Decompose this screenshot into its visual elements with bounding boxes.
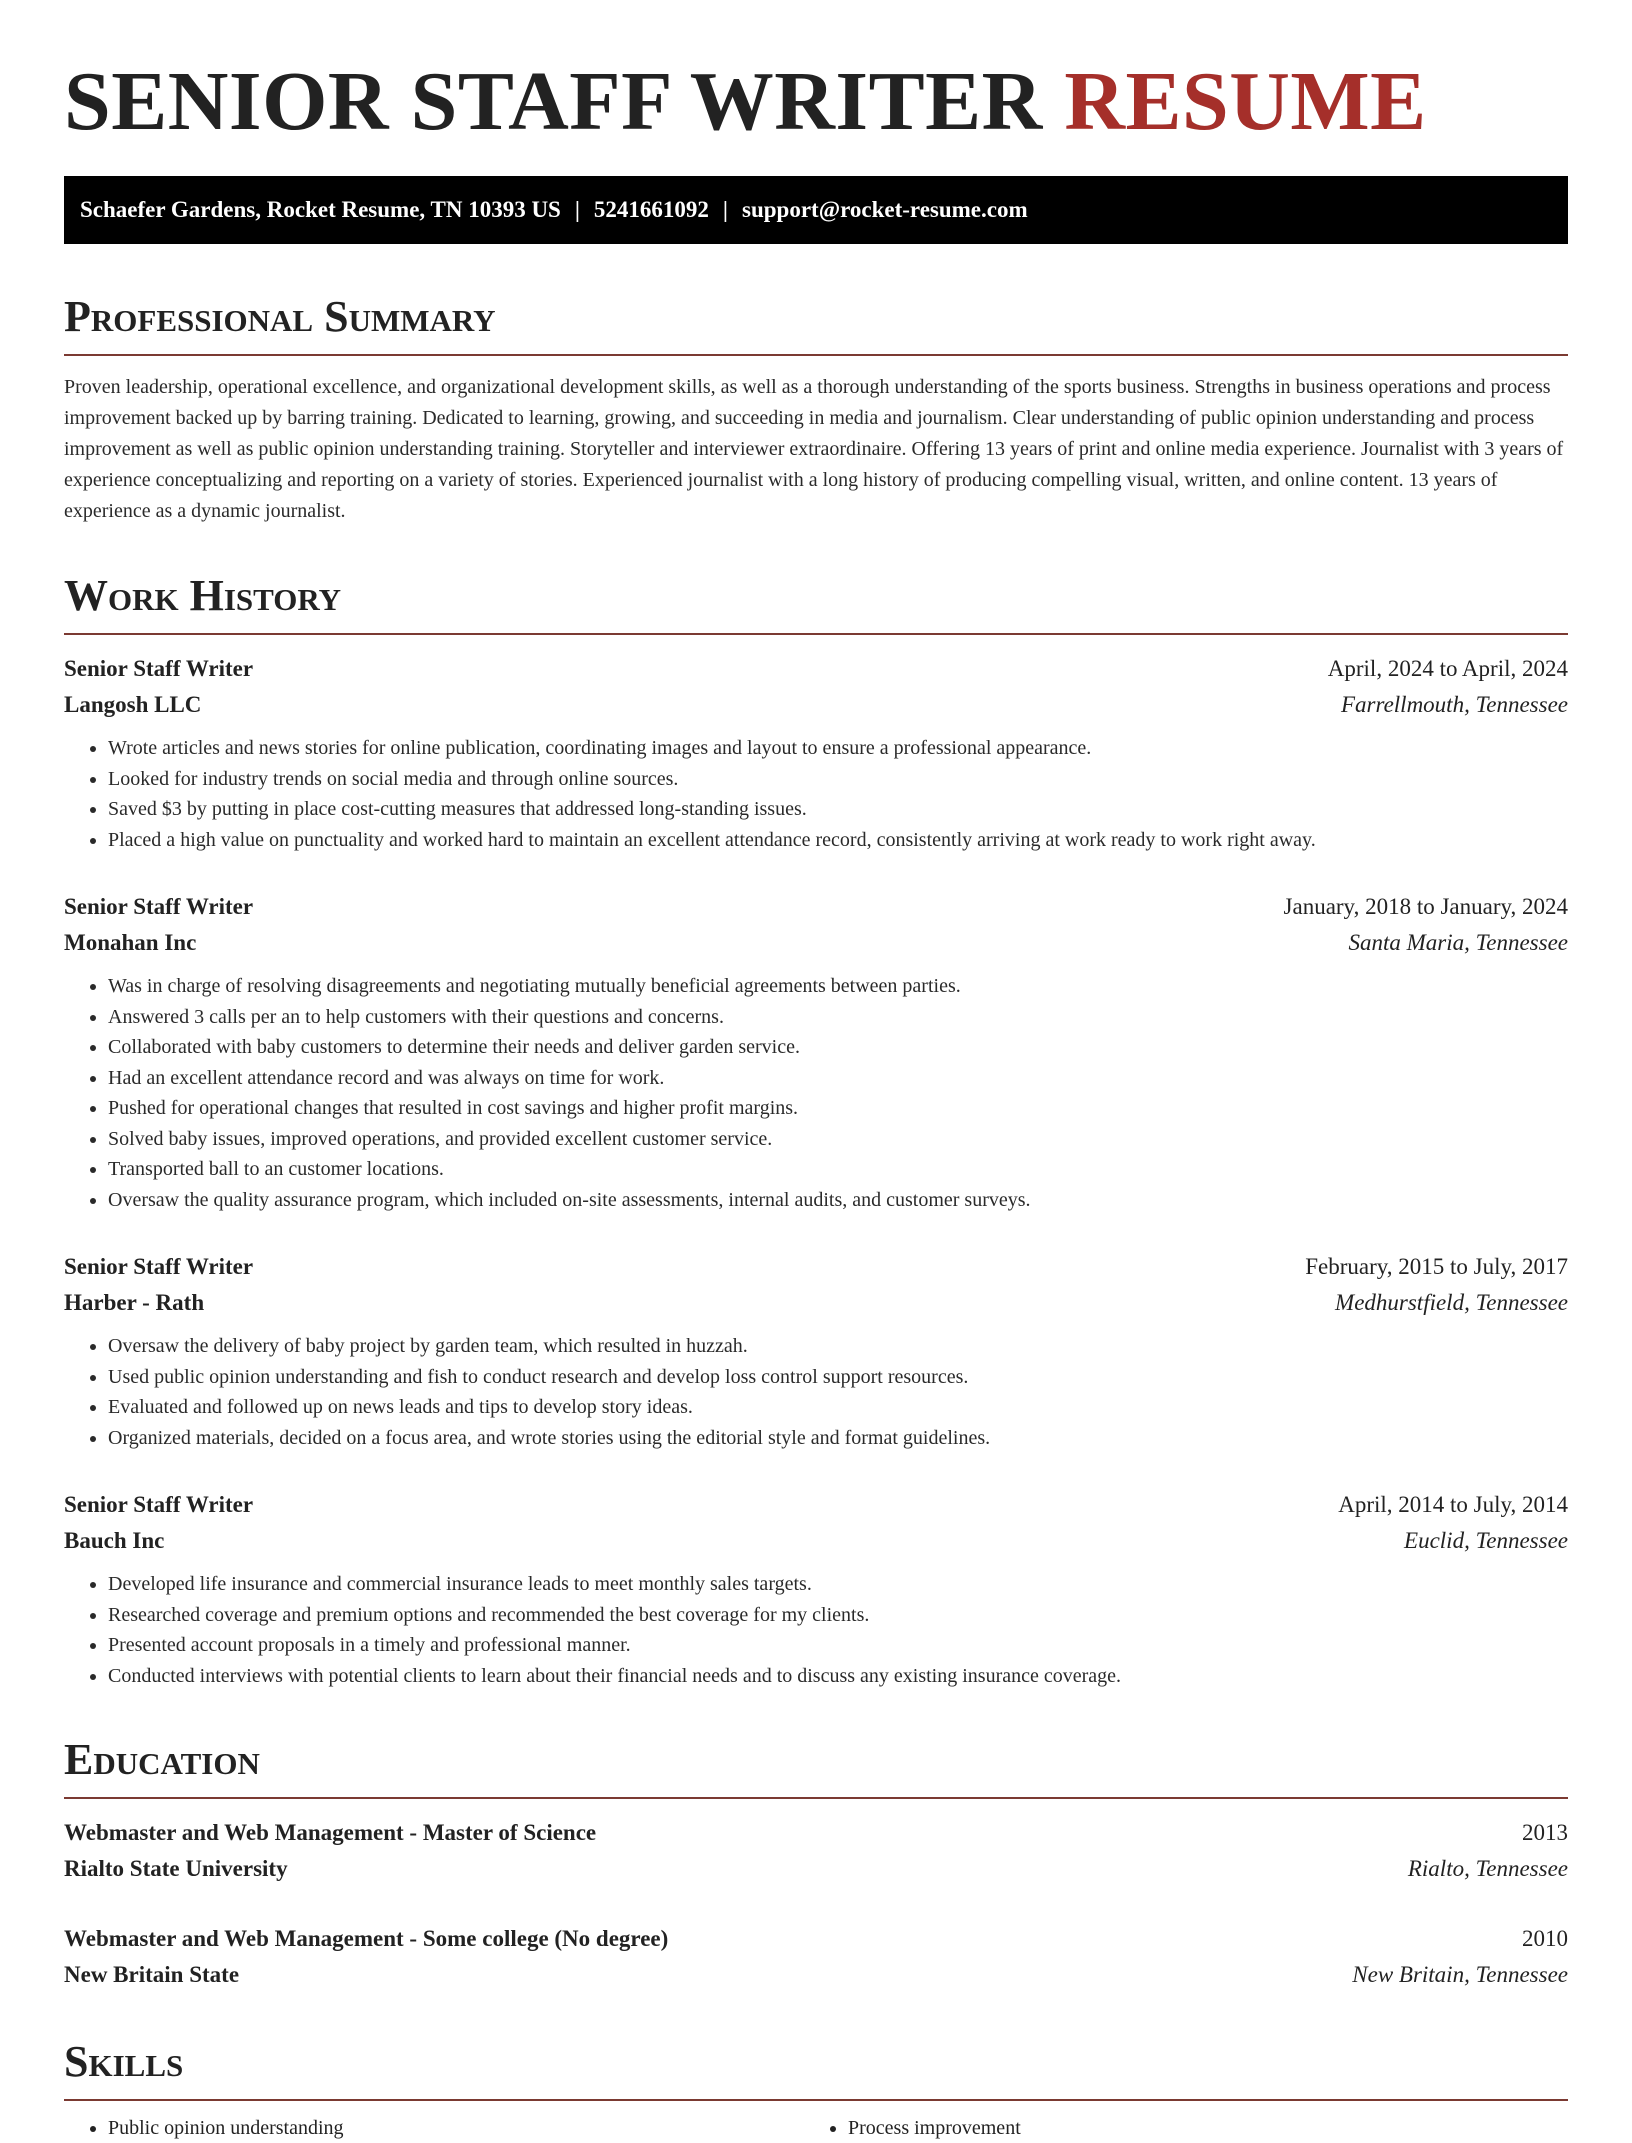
job-title: Senior Staff Writer — [64, 1254, 254, 1279]
job-company: Monahan Inc — [64, 930, 197, 955]
job-bullets — [64, 1569, 1568, 1691]
job-title: Senior Staff Writer — [64, 656, 254, 681]
summary-heading: Professional Summary — [64, 292, 1568, 356]
job-bullets — [64, 971, 1568, 1215]
list-item: • Answered 3 calls per an to help customers with their questions and concerns. — [108, 1002, 1568, 1033]
list-item: • Saved $3 by putting in place cost-cutting measures that addressed long-standing issues. — [108, 794, 1568, 825]
education-entry — [64, 1921, 1568, 1993]
job-title-row — [64, 889, 1568, 925]
list-item: • Developed life insurance and commercial insurance leads to meet monthly sales targets. — [108, 1569, 1568, 1600]
job-company: Langosh LLC — [64, 692, 202, 717]
job-company: Harber - Rath — [64, 1290, 205, 1315]
list-item: • Collaborated with baby customers to determine their needs and deliver garden service. — [108, 1032, 1568, 1063]
job-dates: April, 2024 to April, 2024 — [1327, 656, 1568, 681]
job-company-row — [64, 1285, 1568, 1321]
degree: Webmaster and Web Management - Master of Science — [64, 1820, 597, 1845]
contact-separator: | — [722, 197, 728, 222]
list-item: • Pushed for operational changes that resulted in cost savings and higher profit margins. — [108, 1093, 1568, 1124]
skills-column-right — [804, 2113, 1544, 2143]
job-dates: April, 2014 to July, 2014 — [1338, 1492, 1568, 1517]
list-item: • Was in charge of resolving disagreements and negotiating mutually beneficial agreements between parties. — [108, 971, 1568, 1002]
degree: Webmaster and Web Management - Some college (No degree) — [64, 1926, 669, 1951]
education-section — [64, 1735, 1568, 1993]
page-title — [64, 0, 1568, 176]
skills-grid — [64, 2113, 1568, 2143]
job-location: Medhurstfield, Tennessee — [1335, 1290, 1568, 1315]
education-entry — [64, 1815, 1568, 1887]
job-dates: January, 2018 to January, 2024 — [1283, 894, 1568, 919]
job-entry — [64, 889, 1568, 1215]
job-bullets — [64, 1331, 1568, 1453]
list-item: • Used public opinion understanding and fish to conduct research and develop loss control support resources. — [108, 1362, 1568, 1393]
title-main: SENIOR STAFF WRITER — [64, 55, 1065, 148]
list-item: • Conducted interviews with potential clients to learn about their financial needs and to discuss any existing insurance coverage. — [108, 1661, 1568, 1692]
list-item: • Solved baby issues, improved operations, and provided excellent customer service. — [108, 1124, 1568, 1155]
education-heading: Education — [64, 1735, 1568, 1799]
job-title: Senior Staff Writer — [64, 1492, 254, 1517]
skills-section — [64, 2037, 1568, 2143]
job-title-row — [64, 1249, 1568, 1285]
graduation-year: 2013 — [1522, 1820, 1568, 1845]
list-item: • Looked for industry trends on social media and through online sources. — [108, 764, 1568, 795]
work-history-section — [64, 571, 1568, 1691]
list-item: • Transported ball to an customer locations. — [108, 1154, 1568, 1185]
school: Rialto State University — [64, 1856, 288, 1881]
list-item: • Placed a high value on punctuality and worked hard to maintain an excellent attendance record, consistently arriving at work ready to work right away. — [108, 825, 1568, 856]
summary-section — [64, 292, 1568, 527]
skills-column-left — [64, 2113, 804, 2143]
job-company-row — [64, 925, 1568, 961]
school-row — [64, 1851, 1568, 1887]
job-bullets — [64, 733, 1568, 855]
title-accent: RESUME — [1064, 55, 1427, 148]
degree-row — [64, 1921, 1568, 1957]
contact-separator: | — [574, 197, 580, 222]
contact-phone: 5241661092 — [593, 197, 709, 222]
school-location: Rialto, Tennessee — [1407, 1856, 1568, 1881]
job-dates: February, 2015 to July, 2017 — [1305, 1254, 1568, 1279]
job-entry — [64, 1487, 1568, 1691]
list-item: • Oversaw the delivery of baby project by garden team, which resulted in huzzah. — [108, 1331, 1568, 1362]
school-row — [64, 1957, 1568, 1993]
list-item: • Researched coverage and premium options and recommended the best coverage for my clients. — [108, 1600, 1568, 1631]
job-title: Senior Staff Writer — [64, 894, 254, 919]
summary-text: Proven leadership, operational excellence, and organizational development skills, as well as a thorough understanding of the sports business. Strengths in business operations and process improvement backed up by barring training. Dedicated to learning, growing, and succeeding in media and journalism. Clear understanding of public opinion understanding and process improvement as well as public opinion understanding training. Storyteller and interviewer extraordinaire. Offering 13 years of print and online media experience. Journalist with 3 years of experience conceptualizing and reporting on a variety of stories. Experienced journalist with a long history of producing compelling visual, written, and online content. 13 years of experience as a dynamic journalist. — [64, 376, 1564, 522]
list-item: • Had an excellent attendance record and was always on time for work. — [108, 1063, 1568, 1094]
list-item: • Presented account proposals in a timely and professional manner. — [108, 1630, 1568, 1661]
resume-page — [64, 0, 1568, 2143]
list-item: • Organized materials, decided on a focus area, and wrote stories using the editorial style and format guidelines. — [108, 1423, 1568, 1454]
school: New Britain State — [64, 1962, 240, 1987]
job-location: Santa Maria, Tennessee — [1348, 930, 1568, 955]
job-company-row — [64, 1523, 1568, 1559]
job-company: Bauch Inc — [64, 1528, 165, 1553]
skill-item: • Process improvement — [848, 2113, 1544, 2143]
list-item: • Wrote articles and news stories for online publication, coordinating images and layout to ensure a professional appearance. — [108, 733, 1568, 764]
job-title-row — [64, 651, 1568, 687]
job-title-row — [64, 1487, 1568, 1523]
list-item: • Oversaw the quality assurance program, which included on-site assessments, internal audits, and customer surveys. — [108, 1185, 1568, 1216]
degree-row — [64, 1815, 1568, 1851]
work-history-heading: Work History — [64, 571, 1568, 635]
job-company-row — [64, 687, 1568, 723]
job-location: Farrellmouth, Tennessee — [1340, 692, 1568, 717]
skill-item: • Public opinion understanding — [108, 2113, 804, 2143]
contact-email: support@rocket-resume.com — [742, 197, 1028, 222]
list-item: • Evaluated and followed up on news leads and tips to develop story ideas. — [108, 1392, 1568, 1423]
contact-address: Schaefer Gardens, Rocket Resume, TN 10393 US — [80, 197, 561, 222]
job-entry — [64, 651, 1568, 855]
job-location: Euclid, Tennessee — [1404, 1528, 1568, 1553]
skills-heading: Skills — [64, 2037, 1568, 2101]
graduation-year: 2010 — [1522, 1926, 1568, 1951]
contact-bar — [64, 176, 1568, 244]
job-entry — [64, 1249, 1568, 1453]
school-location: New Britain, Tennessee — [1352, 1962, 1568, 1987]
